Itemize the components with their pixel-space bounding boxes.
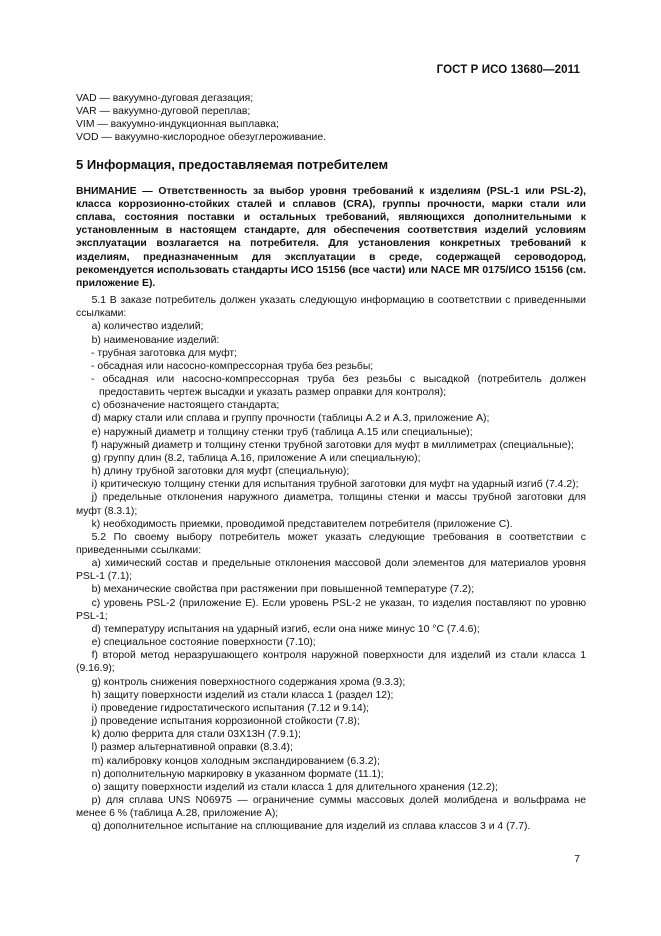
- clause-5-1-item-k: k) необходимость приемки, проводимой представителем потребителя (приложение С).: [91, 518, 513, 530]
- clause-5-2-item-p: p) для сплава UNS N06975 — ограничение суммы массовых долей молибдена и вольфрама не менее 6 % (таблица А.28, приложение А);: [76, 794, 586, 820]
- clause-5-2-item-c: c) уровень PSL-2 (приложение Е). Если уровень PSL-2 не указан, то изделия поставляют по уровню PSL-1;: [76, 597, 586, 622]
- clause-5-2-item-o: o) защиту поверхности изделий из стали класса 1 для длительного хранения (12.2);: [91, 781, 498, 793]
- clause-5-2-item-j: j) проведение испытания коррозионной стойкости (7.8);: [91, 716, 360, 728]
- clause-5-2-item-l: l) размер альтернативной оправки (8.3.4);: [91, 742, 293, 754]
- clause-5-1: [76, 294, 586, 531]
- abbreviation-vad: VAD — вакуумно-дуговая дегазация;: [76, 93, 254, 104]
- clause-5-2-intro: 5.2 По своему выбору потребитель может указать следующие требования в соответствии с приведенными ссылками:: [76, 531, 586, 556]
- page-number: 7: [574, 854, 580, 865]
- clause-5-2-item-d: d) температуру испытания на ударный изгиб, если она ниже минус 10 °С (7.4.6);: [91, 623, 480, 635]
- clause-5-1-item-f: f) наружный диаметр и толщину стенки трубной заготовки для муфт в миллиметрах (специальные);: [91, 439, 574, 451]
- abbreviation-vim: VIM — вакуумно-индукционная выплавка;: [76, 119, 279, 131]
- clause-5-1-item-h: h) длину трубной заготовки для муфт (специальную);: [91, 466, 350, 478]
- clause-5-2-item-i: i) проведение гидростатического испытания (7.12 и 9.14);: [91, 702, 370, 714]
- document-body: [76, 92, 586, 833]
- clause-5-1-item-i: i) критическую толщину стенки для испытания трубной заготовки для муфт на ударный изгиб (7.4.2);: [91, 479, 579, 491]
- standard-header: ГОСТ Р ИСО 13680—2011: [436, 64, 580, 76]
- clause-5-2-item-a: a) химический состав и предельные отклонения массовой доли элементов для материалов уровня PSL-1 (7.1);: [76, 558, 586, 583]
- clause-5-1-item-a: a) количество изделий;: [91, 321, 204, 333]
- clause-5-2-item-f: f) второй метод неразрушающего контроля наружной поверхности для изделий из стали класса 1 (9.16.9);: [76, 650, 586, 675]
- clause-5-2-item-n: n) дополнительную маркировку в указанном формате (11.1);: [91, 768, 384, 780]
- clause-5-1-item-b: b) наименование изделий:: [91, 334, 220, 346]
- clause-5-2-item-q: q) дополнительное испытание на сплющивание для изделий из сплава классов 3 и 4 (7.7).: [91, 821, 531, 833]
- clause-5-2-item-b: b) механические свойства при растяжении при повышенной температуре (7.2);: [91, 584, 475, 596]
- clause-5-1-item-d: d) марку стали или сплава и группу прочности (таблицы А.2 и А.3, приложение А);: [91, 413, 490, 425]
- abbreviation-vod: VOD — вакуумно-кислородное обезуглероживание.: [76, 132, 326, 144]
- clause-5-2-item-m: m) калибровку концов холодным экспандированием (6.3.2);: [91, 755, 380, 767]
- clause-5-2: [76, 531, 586, 834]
- clause-5-1-item-e: e) наружный диаметр и толщину стенки труб (таблица А.15 или специальные);: [91, 426, 473, 438]
- clause-5-1-item-g: g) группу длин (8.2, таблица А.16, приложение А или специальную);: [91, 452, 421, 464]
- sublist-item: - трубная заготовка для муфт;: [91, 347, 238, 359]
- clause-5-1-item-j: j) предельные отклонения наружного диаметра, толщины стенки и массы трубной заготовки для муфт (8.3.1);: [76, 492, 586, 517]
- section-title: 5 Информация, предоставляемая потребителем: [76, 156, 389, 172]
- clause-5-2-item-g: g) контроль снижения поверхностного содержания хрома (9.3.3);: [91, 676, 406, 688]
- sublist-item: - обсадная или насосно-компрессорная труба без резьбы с высадкой (потребитель должен предоставить чертеж высадки и указать размер оправки для контроля);: [91, 373, 586, 399]
- clause-5-1-b-sublist: [76, 347, 586, 400]
- clause-5-1-intro: 5.1 В заказе потребитель должен указать следующую информацию в соответствии с приведенными ссылками:: [76, 295, 586, 320]
- abbreviation-var: VAR — вакуумно-дуговой переплав;: [76, 106, 251, 118]
- clause-5-2-item-h: h) защиту поверхности изделий из стали класса 1 (раздел 12);: [91, 689, 394, 701]
- clause-5-1-item-c: c) обозначение настоящего стандарта;: [91, 400, 280, 412]
- clause-5-2-item-k: k) долю феррита для стали 03Х13Н (7.9.1);: [91, 729, 301, 741]
- warning-paragraph: ВНИМАНИЕ — Ответственность за выбор уровня требований к изделиям (PSL-1 или PSL-2), класса коррозионно-стойких сталей и сплавов (CRA), группы прочности, марки стали или сплава, состояния поставки и остальных требований, являющихся дополнительными к установленным в настоящем стандарте, для обеспечения соответствия изделий условиям эксплуатации возлагается на потребителя. Для установления конкретных требований к изделиям, предназначенным для эксплуатации в среде, содержащей сероводород, рекомендуется использовать стандарты ИСО 15156 (все части) или NACE MR 0175/ИСО 15156 (см. приложение Е).: [76, 185, 586, 289]
- clause-5-2-item-e: e) специальное состояние поверхности (7.10);: [91, 637, 316, 649]
- abbreviation-list: [76, 92, 586, 145]
- sublist-item: - обсадная или насосно-компрессорная труба без резьбы;: [91, 360, 374, 372]
